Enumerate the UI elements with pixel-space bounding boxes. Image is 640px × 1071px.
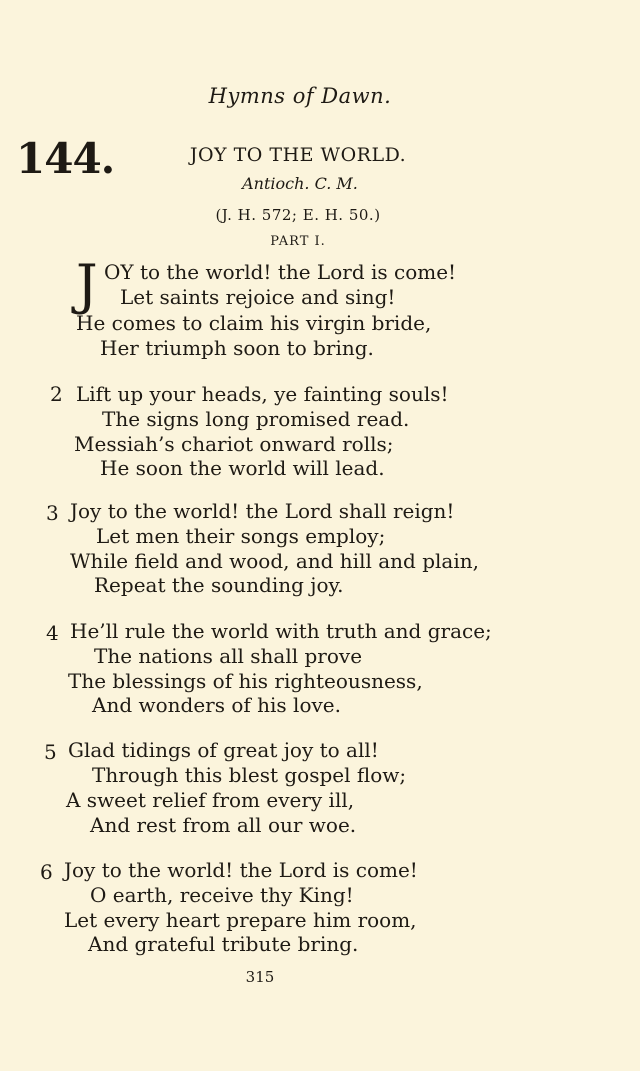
stanza-3-line-4: Repeat the sounding joy.: [94, 573, 344, 597]
stanza-6-line-1: Joy to the world! the Lord is come!: [64, 858, 418, 882]
stanza-5-line-2: Through this blest gospel flow;: [92, 763, 407, 787]
stanza-4-line-2: The nations all shall prove: [94, 644, 363, 668]
hymn-references: (J. H. 572; E. H. 50.): [215, 206, 381, 224]
stanza-4-line-3: The blessings of his righteousness,: [68, 669, 423, 693]
page-number: 315: [245, 968, 275, 986]
stanza-3-number: 3: [46, 501, 59, 525]
stanza-5-line-4: And rest from all our woe.: [90, 813, 357, 837]
stanza-4-line-4: And wonders of his love.: [92, 693, 341, 717]
stanza-4-line-1: He’ll rule the world with truth and grace;: [70, 619, 492, 643]
stanza-6-line-3: Let every heart prepare him room,: [64, 908, 417, 932]
stanza-2-line-1: Lift up your heads, ye fainting souls!: [76, 382, 449, 406]
stanza-1-line-3: He comes to claim his virgin bride,: [76, 311, 432, 335]
running-head: Hymns of Dawn.: [208, 84, 392, 108]
hymn-title: JOY TO THE WORLD.: [189, 144, 407, 166]
stanza-2-number: 2: [50, 382, 63, 406]
stanza-6-line-4: And grateful tribute bring.: [88, 932, 359, 956]
stanza-5-line-1: Glad tidings of great joy to all!: [68, 738, 379, 762]
stanza-4-number: 4: [46, 621, 59, 645]
stanza-1-line-2: Let saints rejoice and sing!: [120, 285, 396, 309]
stanza-5-line-3: A sweet relief from every ill,: [66, 788, 355, 812]
stanza-6-number: 6: [40, 860, 53, 884]
stanza-3-line-2: Let men their songs employ;: [96, 524, 386, 548]
stanza-5-number: 5: [44, 740, 57, 764]
part-label: PART I.: [270, 234, 326, 249]
hymn-number: 144.: [16, 134, 115, 183]
stanza-2-line-3: Messiah’s chariot onward rolls;: [74, 432, 394, 456]
tune-name: Antioch. C. M.: [242, 174, 358, 193]
stanza-3-line-1: Joy to the world! the Lord shall reign!: [70, 499, 455, 523]
stanza-2-line-2: The signs long promised read.: [102, 407, 410, 431]
stanza-3-line-3: While field and wood, and hill and plain,: [70, 549, 479, 573]
stanza-6-line-2: O earth, receive thy King!: [90, 883, 354, 907]
stanza-1-line-1: OY to the world! the Lord is come!: [104, 260, 457, 284]
stanza-2-line-4: He soon the world will lead.: [100, 456, 385, 480]
stanza-1-line-4: Her triumph soon to bring.: [100, 336, 374, 360]
drop-cap: J: [76, 253, 98, 316]
